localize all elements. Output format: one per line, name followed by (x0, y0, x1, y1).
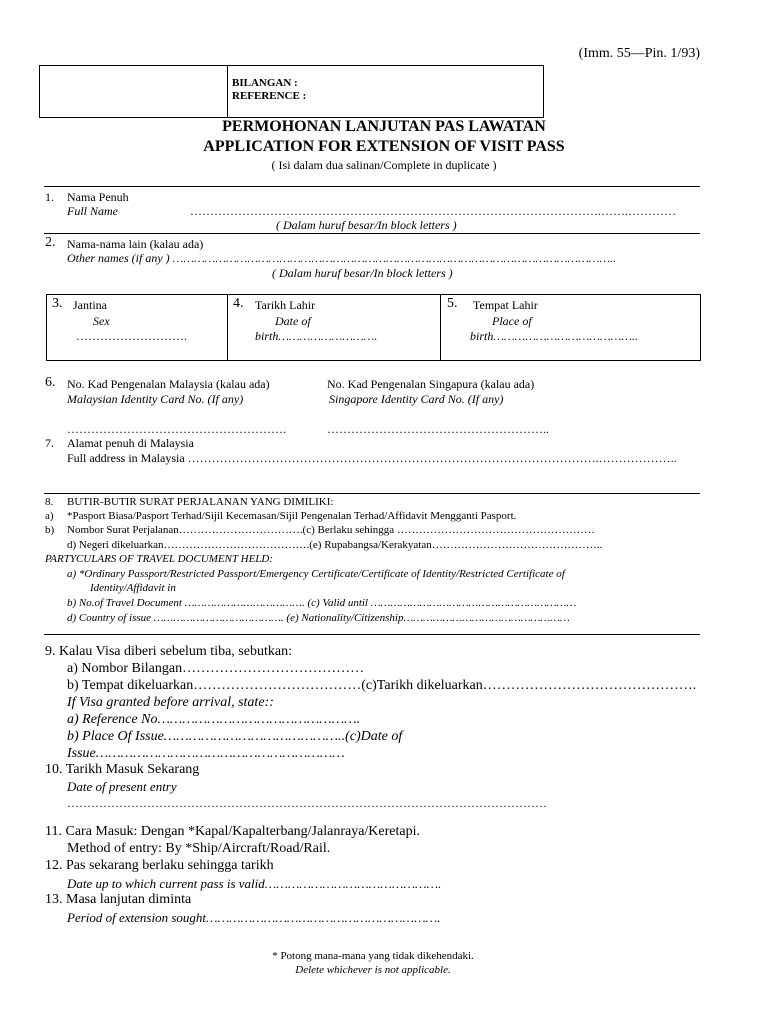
q8-b-my-field[interactable]: Nombor Surat Perjalanan…………………………….(c) Berlaku sehingga ……………………………………………… (67, 524, 595, 536)
q4-birth-date-field[interactable]: birth………………………. (255, 329, 378, 343)
title-english: APPLICATION FOR EXTENSION OF VISIT PASS (203, 138, 565, 155)
q9-b-my-field[interactable]: b) Tempat dikeluarkan………………………………(c)Tarikh dikeluarkan………………………………………. (67, 678, 697, 693)
q1-full-name-field[interactable]: ………………………………………………………………………………………….…….………… (190, 204, 676, 218)
q8-a-label: a) (45, 510, 54, 522)
q2-label-my: Nama-nama lain (kalau ada) (67, 237, 204, 251)
q5-number: 5. (447, 296, 458, 311)
q1-number: 1. (45, 190, 54, 204)
divider-3 (44, 493, 700, 494)
q6-left-label-en: Malaysian Identity Card No. (If any) (67, 392, 244, 406)
q7-label-my: Alamat penuh di Malaysia (67, 436, 194, 450)
reference-label-my: BILANGAN : (232, 77, 298, 89)
q5-label-en: Place of (492, 314, 532, 328)
q8-title-en: PARTYCULARS OF TRAVEL DOCUMENT HELD: (45, 553, 274, 565)
q7-number: 7. (45, 436, 54, 450)
q10-label-en: Date of present entry (67, 779, 177, 794)
q6-number: 6. (45, 375, 56, 390)
q8-a-my: *Pasport Biasa/Pasport Terhad/Sijil Kecemasan/Sijil Pengenalan Terhad/Affidavit Mengganti Pasport. (67, 510, 517, 522)
q13-title: 13. Masa lanjutan diminta (45, 892, 192, 907)
q8-a-en-cont: Identity/Affidavit in (90, 582, 176, 594)
q8-title-my: BUTIR-BUTIR SURAT PERJALANAN YANG DIMILIKI: (67, 496, 334, 508)
title-malay: PERMOHONAN LANJUTAN PAS LAWATAN (222, 118, 546, 135)
reference-label-en: REFERENCE : (232, 90, 307, 102)
q8-d-en-field[interactable]: d) Country of issue …………………………………. (e) Nationality/Citizenship…………………………………………… (67, 612, 570, 624)
personal-box-divider-2 (440, 294, 441, 360)
q8-a-en: a) *Ordinary Passport/Restricted Passport/Emergency Certificate/Certificate of Identity/Restricted Certificate of (67, 568, 565, 580)
footer-note-en: Delete whichever is not applicable. (295, 964, 451, 976)
q11-label-en: Method of entry: By *Ship/Aircraft/Road/Rail. (67, 841, 331, 856)
q2-number: 2. (45, 235, 56, 250)
q4-number: 4. (233, 296, 244, 311)
q3-sex-field[interactable]: ………………………. (76, 329, 187, 343)
q10-title: 10. Tarikh Masuk Sekarang (45, 762, 200, 777)
q7-address-field[interactable]: Full address in Malaysia ………………………………………………………………………………………….……………….. (67, 451, 677, 465)
form-code: (Imm. 55—Pin. 1/93) (578, 46, 700, 61)
q1-label-my: Nama Penuh (67, 190, 129, 204)
reference-box-divider (227, 65, 228, 117)
q3-number: 3. (52, 296, 63, 311)
divider-1 (44, 186, 700, 187)
q8-number: 8. (45, 496, 54, 508)
q10-entry-date-field[interactable]: ………………………………………………………………………………………………………… (67, 796, 547, 810)
q8-d-my-field[interactable]: d) Negeri dikeluarkan………………………………….(e) Rupabangsa/Kerakyatan……………………………………….. (67, 539, 603, 551)
q9-issue-date-field[interactable]: Issue…………………………………………………… (67, 746, 345, 761)
q5-label-my: Tempat Lahir (473, 298, 538, 312)
q12-title: 12. Pas sekarang berlaku sehingga tarikh (45, 858, 274, 873)
q9-b-en-field[interactable]: b) Place Of Issue……………………………………..(c)Date of (67, 729, 403, 744)
q6-left-label-my: No. Kad Pengenalan Malaysia (kalau ada) (67, 377, 270, 391)
title-instruction: ( Isi dalam dua salinan/Complete in duplicate ) (271, 158, 497, 172)
personal-box-divider-1 (227, 294, 228, 360)
q11-title: 11. Cara Masuk: Dengan *Kapal/Kapalterbang/Jalanraya/Keretapi. (45, 824, 420, 839)
q6-right-label-my: No. Kad Pengenalan Singapura (kalau ada) (327, 377, 535, 391)
q9-a-my-field[interactable]: a) Nombor Bilangan………………………………… (67, 661, 365, 676)
q4-label-my: Tarikh Lahir (255, 298, 316, 312)
q13-extension-period-field[interactable]: Period of extension sought……………………………………………………. (67, 910, 441, 925)
q2-note: ( Dalam huruf besar/In block letters ) (272, 266, 453, 280)
personal-details-box (46, 294, 701, 361)
q6-singapore-ic-field[interactable]: ……………………………………………….. (327, 422, 549, 436)
q3-label-my: Jantina (73, 298, 107, 312)
q6-right-label-en: Singapore Identity Card No. (If any) (329, 392, 504, 406)
divider-4 (44, 634, 700, 635)
q1-note: ( Dalam huruf besar/In block letters ) (276, 218, 457, 232)
q8-b-en-field[interactable]: b) No.of Travel Document ………………………………. (c) Valid until ……………………………………………………… (67, 597, 577, 609)
q12-valid-date-field[interactable]: Date up to which current pass is valid………………………………………. (67, 876, 442, 891)
q3-label-en: Sex (93, 314, 110, 328)
q9-title-en: If Visa granted before arrival, state:: (67, 695, 274, 710)
divider-2 (44, 233, 700, 234)
q4-label-en: Date of (275, 314, 311, 328)
q9-title-my: 9. Kalau Visa diberi sebelum tiba, sebutkan: (45, 644, 292, 659)
q6-malaysian-ic-field[interactable]: ………………………………………………. (67, 422, 286, 436)
q5-birth-place-field[interactable]: birth………………………………….. (470, 329, 639, 343)
q9-a-en-field[interactable]: a) Reference No…………………………………………. (67, 712, 361, 727)
q1-label-en: Full Name (67, 204, 118, 218)
q2-other-names-field[interactable]: Other names (if any ) …………………………………………………………………………………………………………….. (67, 251, 617, 265)
q8-b-label: b) (45, 524, 55, 536)
footer-note-my: * Potong mana-mana yang tidak dikehendaki. (272, 950, 474, 962)
